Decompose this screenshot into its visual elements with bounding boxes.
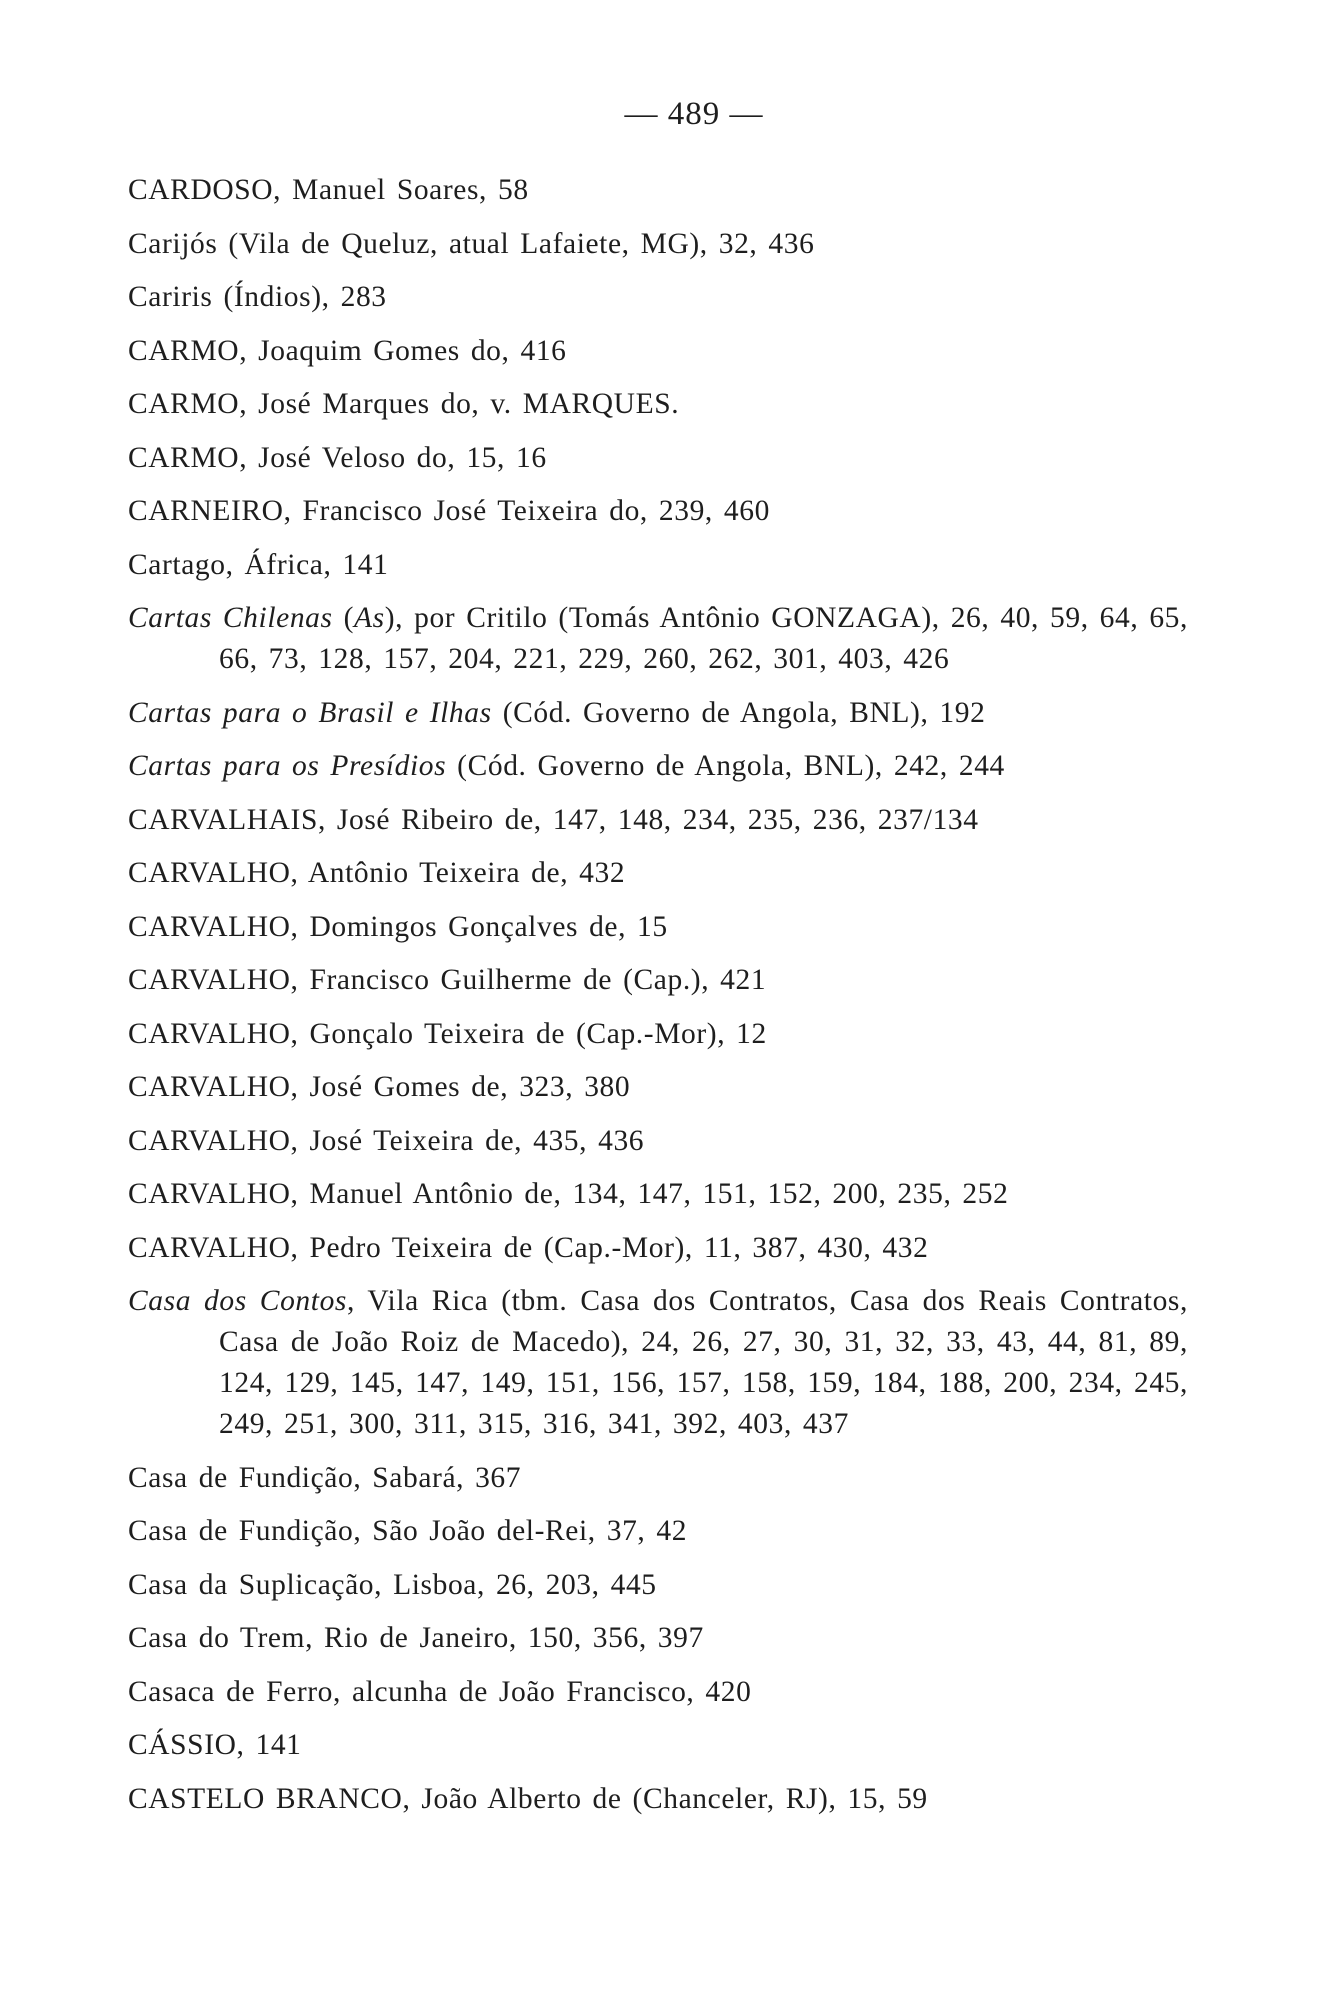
entry-title: Cartas para o Brasil e Ilhas xyxy=(128,696,492,729)
entry-text: CARNEIRO, Francisco José Teixeira do, 239, 460 xyxy=(128,495,770,527)
entry-text: CASTELO BRANCO, João Alberto de (Chanceler, RJ), 15, 59 xyxy=(128,1782,928,1815)
entry-text: Cariris (Índios), 283 xyxy=(128,281,387,313)
entry-title: Casa dos Contos xyxy=(128,1285,347,1317)
entry-text: CARVALHO, Domingos Gonçalves de, 15 xyxy=(128,910,668,943)
entry-text: CARVALHO, José Gomes de, 323, 380 xyxy=(128,1071,631,1103)
index-entry xyxy=(128,1281,1188,1445)
entry-text: ), por Critilo (Tomás Antônio GONZAGA), 26, 40, 59, 64, 65, 66, 73, 128, 157, 204, 221, 229, 260, 262, 301, 403, 426 xyxy=(219,602,1188,675)
index-entry xyxy=(128,598,1188,680)
index-entry xyxy=(128,1228,1188,1269)
entry-text: CARVALHAIS, José Ribeiro de, 147, 148, 234, 235, 236, 237/134 xyxy=(128,803,979,836)
index-entry xyxy=(128,170,1188,211)
index-entry xyxy=(128,1014,1188,1055)
index-entry xyxy=(128,1565,1188,1606)
entry-text: CARVALHO, Manuel Antônio de, 134, 147, 151, 152, 200, 235, 252 xyxy=(128,1178,1009,1210)
entry-text: Casa da Suplicação, Lisboa, 26, 203, 445 xyxy=(128,1568,657,1601)
index-entry xyxy=(128,438,1188,479)
entry-text: Cartago, África, 141 xyxy=(128,548,389,581)
index-entry xyxy=(128,1779,1188,1820)
index-entry xyxy=(128,224,1188,265)
index-entry xyxy=(128,800,1188,841)
entry-text: CARVALHO, Francisco Guilherme de (Cap.), 421 xyxy=(128,964,767,996)
entry-text: Casa do Trem, Rio de Janeiro, 150, 356, 397 xyxy=(128,1622,704,1654)
entry-text: Casa de Fundição, São João del-Rei, 37, 42 xyxy=(128,1515,688,1547)
index-entry xyxy=(128,960,1188,1001)
index-entry xyxy=(128,907,1188,948)
page-number: — 489 — xyxy=(624,96,764,132)
index-entry xyxy=(128,746,1188,787)
entry-text: (Cód. Governo de Angola, BNL), 192 xyxy=(491,696,986,729)
entry-text: Carijós (Vila de Queluz, atual Lafaiete, MG), 32, 436 xyxy=(128,227,815,260)
entry-text: CARVALHO, Antônio Teixeira de, 432 xyxy=(128,857,626,889)
index-entry xyxy=(128,331,1188,372)
entry-text: CARVALHO, Gonçalo Teixeira de (Cap.-Mor), 12 xyxy=(128,1017,767,1050)
index-entry xyxy=(128,1725,1188,1766)
index-entry xyxy=(128,1672,1188,1713)
entry-title-article: As xyxy=(354,602,385,634)
entry-text: Casaca de Ferro, alcunha de João Francisco, 420 xyxy=(128,1675,752,1708)
entry-text: CARMO, José Veloso do, 15, 16 xyxy=(128,441,547,474)
entry-title: Cartas para os Presídios xyxy=(128,750,447,782)
entry-title: Cartas Chilenas xyxy=(128,602,333,634)
entry-text: , Vila Rica (tbm. Casa dos Contratos, Casa dos Reais Contratos, Casa de João Roiz de Macedo), 24, 26, 27, 30, 31, 32, 33, 43, 44, 81, 89, 124, 129, 145, 147, 149, 151, 156, 157, 158, 159, 184, 188, 200, 234, 245, 249, 251, 300, 311, 315, 316, 341, 392, 403, 437 xyxy=(219,1285,1188,1440)
index-entry xyxy=(128,1618,1188,1659)
index-entry xyxy=(128,545,1188,586)
index-entry xyxy=(128,491,1188,532)
index-entry xyxy=(128,1458,1188,1499)
index-entry xyxy=(128,853,1188,894)
index-entry xyxy=(128,277,1188,318)
index-entry xyxy=(128,1121,1188,1162)
index-entry xyxy=(128,1511,1188,1552)
entry-paren: ( xyxy=(332,602,355,634)
entry-text: CARVALHO, José Teixeira de, 435, 436 xyxy=(128,1124,645,1157)
index-entry xyxy=(128,693,1188,734)
entry-text: (Cód. Governo de Angola, BNL), 242, 244 xyxy=(446,750,1005,782)
index-entries xyxy=(128,170,1188,1832)
entry-text: CÁSSIO, 141 xyxy=(128,1729,302,1761)
entry-text: CARMO, Joaquim Gomes do, 416 xyxy=(128,334,567,367)
index-entry xyxy=(128,1174,1188,1215)
index-entry xyxy=(128,1067,1188,1108)
entry-text: CARDOSO, Manuel Soares, 58 xyxy=(128,174,529,206)
entry-text: CARMO, José Marques do, v. MARQUES. xyxy=(128,388,680,420)
index-entry xyxy=(128,384,1188,425)
entry-text: Casa de Fundição, Sabará, 367 xyxy=(128,1461,522,1494)
entry-text: CARVALHO, Pedro Teixeira de (Cap.-Mor), 11, 387, 430, 432 xyxy=(128,1231,929,1264)
